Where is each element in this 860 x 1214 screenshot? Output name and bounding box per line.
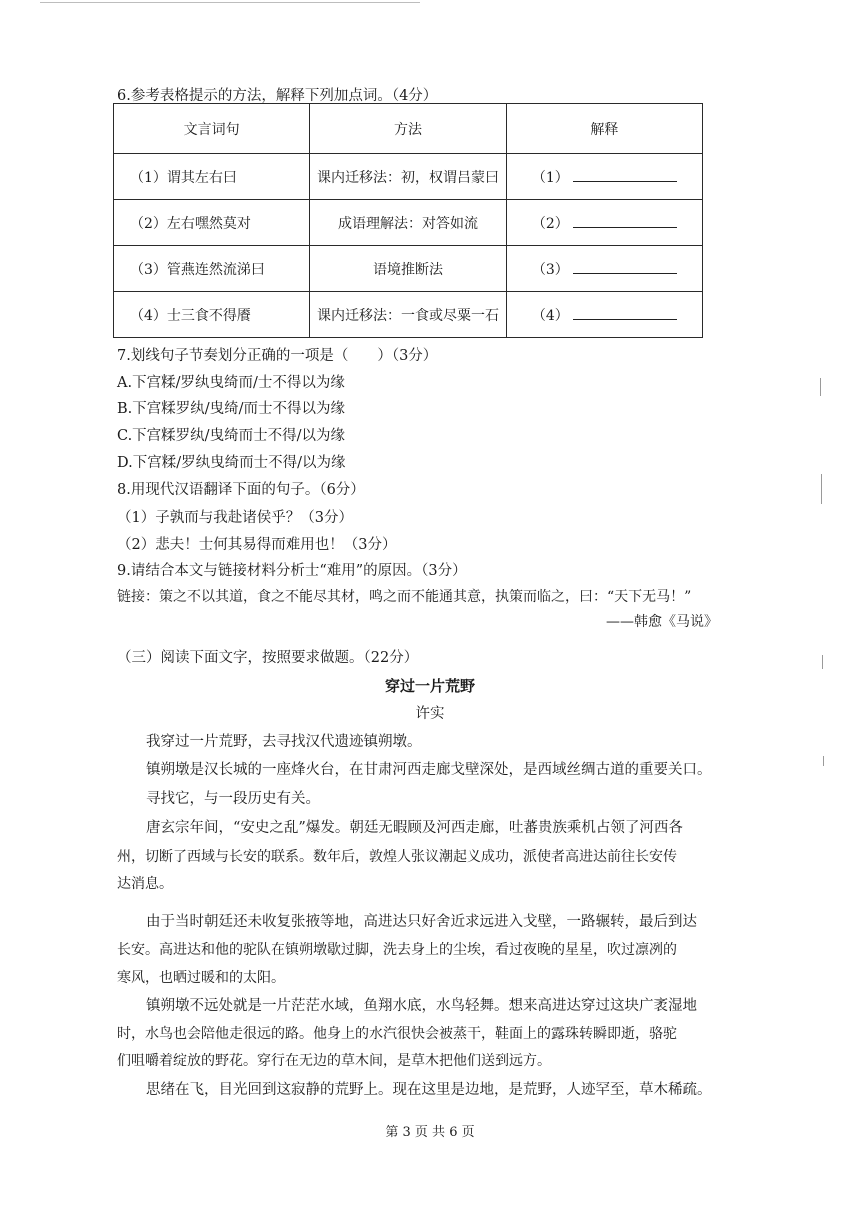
answer-blank[interactable]: [573, 167, 677, 182]
section3-heading: （三）阅读下面文字，按照要求做题。（22分）: [117, 650, 419, 666]
row4-answer-label: （4）: [531, 307, 569, 324]
table-row: [114, 154, 703, 200]
row3-answer-cell[interactable]: [506, 246, 702, 292]
article-line-4: 唐玄宗年间，“安史之乱”爆发。朝廷无暇顾及河西走廊，吐蕃贵族乘机占领了河西各: [146, 820, 683, 836]
row4-method: 课内迁移法：一食或尽粟一石: [310, 292, 506, 338]
row4-answer-cell[interactable]: [506, 292, 702, 338]
scan-mark: [821, 474, 822, 504]
q6-stem: 6.参考表格提示的方法，解释下列加点词。（4分）: [117, 88, 438, 104]
q7-option-a[interactable]: A.下宫糅/罗纨曳绮而/士不得以为缘: [117, 375, 345, 391]
q8-item-2: （2）悲夫！士何其易得而难用也！（3分）: [117, 537, 397, 553]
scan-mark: [820, 378, 821, 396]
row2-answer-label: （2）: [531, 215, 569, 232]
row4-phrase: （4）士三食不得餍: [114, 292, 310, 338]
scan-mark: [823, 756, 824, 766]
scan-mark: [822, 655, 823, 669]
table-header-row: [114, 104, 703, 154]
row2-method: 成语理解法：对答如流: [310, 200, 506, 246]
table-row: [114, 246, 703, 292]
article-line-7: 由于当时朝廷还未收复张掖等地，高进达只好舍近求远进入戈壁，一路辗转，最后到达: [146, 914, 697, 930]
article-line-11: 时，水鸟也会陪他走很远的路。他身上的水汽很快会被蒸干，鞋面上的露珠转瞬即逝，骆驼: [117, 1026, 677, 1042]
table-row: [114, 200, 703, 246]
q7-option-c[interactable]: C.下宫糅罗纨/曳绮而士不得/以为缘: [117, 428, 345, 444]
row2-answer-cell[interactable]: [506, 200, 702, 246]
row1-answer-cell[interactable]: [506, 154, 702, 200]
answer-blank[interactable]: [573, 259, 677, 274]
table-row: [114, 292, 703, 338]
article-title: 穿过一片荒野: [384, 677, 475, 695]
row1-phrase: （1）谓其左右曰: [114, 154, 310, 200]
row1-answer-label: （1）: [531, 169, 569, 186]
page-footer: 第 3 页 共 6 页: [385, 1125, 475, 1140]
q9-stem: 9.请结合本文与链接材料分析士“难用”的原因。（3分）: [117, 563, 467, 579]
header-method: 方法: [310, 104, 506, 154]
q7-option-d[interactable]: D.下宫糅/罗纨曳绮而士不得/以为缘: [117, 455, 346, 471]
row3-answer-label: （3）: [531, 261, 569, 278]
q7-option-b[interactable]: B.下宫糅罗纨/曳绮/而士不得以为缘: [117, 401, 346, 417]
row3-method: 语境推断法: [310, 246, 506, 292]
row1-method: 课内迁移法：初，权谓吕蒙曰: [310, 154, 506, 200]
article-line-12: 们咀嚼着绽放的野花。穿行在无边的草木间，是草木把他们送到远方。: [117, 1053, 551, 1069]
scan-top-line: [40, 2, 420, 3]
article-line-10: 镇朔墩不远处就是一片茫茫水域，鱼翔水底，水鸟轻舞。想来高进达穿过这块广袤湿地: [146, 998, 697, 1014]
answer-blank[interactable]: [573, 305, 677, 320]
article-line-5: 州，切断了西域与长安的联系。数年后，敦煌人张议潮起义成功，派使者高进达前往长安传: [117, 849, 677, 865]
q9-link-source: ——韩愈《马说》: [606, 614, 718, 630]
header-answer: 解释: [506, 104, 702, 154]
q8-item-1: （1）子孰而与我赴诸侯乎？（3分）: [117, 510, 353, 526]
article-line-2: 镇朔墩是汉长城的一座烽火台，在甘肃河西走廊戈壁深处，是西域丝绸古道的重要关口。: [146, 762, 712, 778]
q8-stem: 8.用现代汉语翻译下面的句子。（6分）: [117, 482, 365, 498]
article-line-8: 长安。高进达和他的驼队在镇朔墩歇过脚，洗去身上的尘埃，看过夜晚的星星，吹过凛冽的: [117, 942, 677, 958]
article-line-13: 思绪在飞，目光回到这寂静的荒野上。现在这里是边地，是荒野，人迹罕至，草木稀疏。: [146, 1082, 712, 1098]
article-line-1: 我穿过一片荒野，去寻找汉代遗迹镇朔墩。: [146, 734, 422, 750]
article-line-6: 达消息。: [117, 876, 173, 892]
q9-link-text: 链接：策之不以其道，食之不能尽其材，鸣之而不能通其意，执策而临之，曰：“天下无马！”: [117, 589, 692, 605]
article-author: 许实: [415, 706, 445, 722]
article-line-3: 寻找它，与一段历史有关。: [146, 791, 320, 807]
q7-stem: 7.划线句子节奏划分正确的一项是（ ）（3分）: [117, 348, 438, 364]
q6-table: [113, 103, 703, 338]
answer-blank[interactable]: [573, 213, 677, 228]
header-phrase: 文言词句: [114, 104, 310, 154]
article-line-9: 寒风，也晒过暖和的太阳。: [117, 970, 285, 986]
row2-phrase: （2）左右嘿然莫对: [114, 200, 310, 246]
row3-phrase: （3）管燕连然流涕曰: [114, 246, 310, 292]
